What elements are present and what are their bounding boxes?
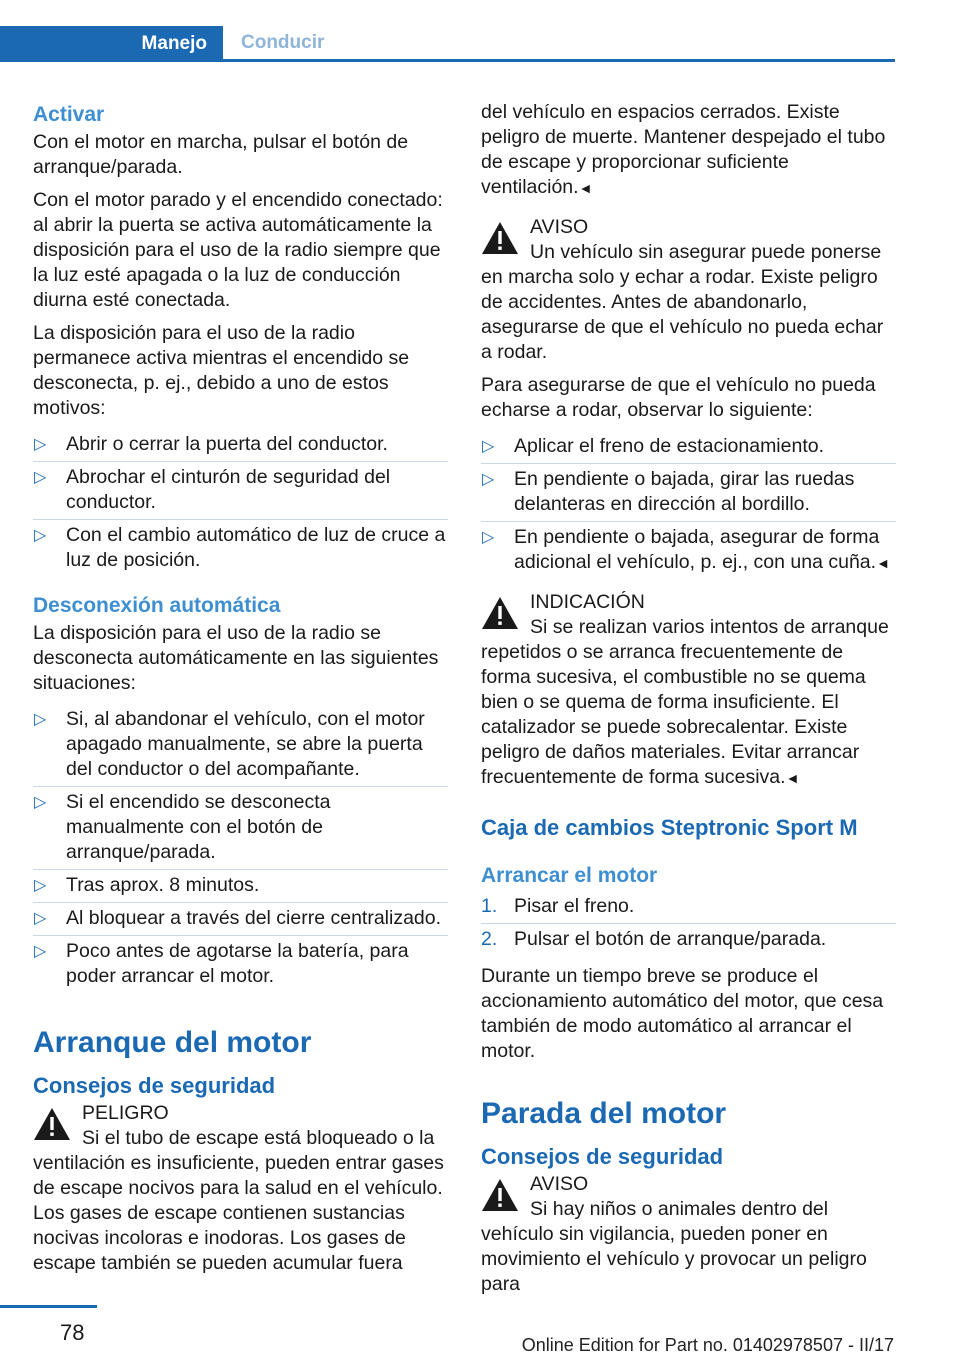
warning-aviso-2: [481, 1172, 896, 1297]
warning-triangle-icon: [481, 221, 519, 255]
list-item: ▷ Si el encendido se desconecta manualmente con el botón de arranque/parada.: [33, 786, 448, 869]
edition-note: Online Edition for Part no. 01402978507 - II/17: [521, 1335, 894, 1355]
triangle-bullet-icon: ▷: [34, 794, 47, 811]
triangle-bullet-icon: ▷: [482, 471, 495, 488]
warning-indicacion: [481, 590, 896, 791]
end-mark: ◄: [578, 180, 593, 196]
page-number: 78: [60, 1320, 85, 1345]
bullet-list: [33, 429, 448, 577]
list-item: ▷ Tras aprox. 8 minutos.: [33, 869, 448, 902]
warning-text: Un vehículo sin asegurar puede ponerse en marcha solo y echar a rodar. Existe peligro de accidentes. Antes de abandonarlo, asegurarse de que el vehículo no pueda echar a rodar.: [481, 241, 884, 363]
list-item: ▷ Poco antes de agotarse la batería, para poder arrancar el motor.: [33, 935, 448, 993]
list-item: ▷ Abrir o cerrar la puerta del conductor.: [34, 433, 388, 455]
warning-label: AVISO: [530, 1173, 589, 1195]
paragraph: La disposición para el uso de la radio se desconecta automáticamente en las siguientes situaciones:: [33, 622, 439, 694]
list-item: ▷ Con el cambio automático de luz de cruce a luz de posición.: [33, 519, 448, 577]
paragraph: Para asegurarse de que el vehículo no pueda echarse a rodar, observar lo siguiente:: [481, 374, 876, 421]
triangle-bullet-icon: ▷: [34, 436, 47, 453]
paragraph: Durante un tiempo breve se produce el accionamiento automático del motor, que cesa también de modo automático al arrancar el motor.: [481, 965, 884, 1062]
triangle-bullet-icon: ▷: [34, 877, 47, 894]
end-mark: ◄: [785, 770, 800, 786]
list-item: ▷ Al bloquear a través del cierre centralizado.: [33, 902, 448, 935]
footer-rule: [0, 1305, 97, 1308]
tab-manejo[interactable]: Manejo: [0, 26, 223, 62]
bullet-list: [481, 431, 896, 580]
section-desconexion-title: Desconexión automática: [33, 594, 281, 617]
right-column: [481, 100, 896, 1305]
triangle-bullet-icon: ▷: [34, 943, 47, 960]
numbered-list: [481, 891, 896, 956]
bullet-list: [33, 704, 448, 993]
step-number: 1.: [481, 895, 498, 917]
warning-text: Si el tubo de escape está bloqueado o la ventilación es insuficiente, pueden entrar gases de escape nocivos para la salud en el vehículo. Los gases de escape contienen sustancias nocivas incoloras e inodoras. Los gases de escape también se pueden acumular fuera: [33, 1127, 444, 1274]
warning-aviso: [481, 215, 896, 365]
warning-triangle-icon: [481, 1178, 519, 1212]
list-item: ▷ Abrochar el cinturón de seguridad del conductor.: [33, 461, 448, 519]
list-item: ▷ En pendiente o bajada, asegurar de forma adicional el vehículo, p. ej., con una cuña.◄: [481, 521, 896, 580]
warning-peligro: [33, 1101, 448, 1276]
warning-label: INDICACIÓN: [530, 591, 645, 613]
warning-label: PELIGRO: [82, 1102, 169, 1124]
list-item: 2. Pulsar el botón de arranque/parada.: [481, 923, 896, 956]
warning-label: AVISO: [530, 216, 589, 238]
warning-triangle-icon: [33, 1107, 71, 1141]
section-activar-title: Activar: [33, 103, 105, 126]
triangle-bullet-icon: ▷: [34, 469, 47, 486]
section-arranque-title: Arranque del motor: [33, 1026, 312, 1059]
list-item: ▷ Si, al abandonar el vehículo, con el motor apagado manualmente, se abre la puerta del conductor o del acompañante.: [34, 708, 425, 780]
paragraph: del vehículo en espacios cerrados. Existe peligro de muerte. Mantener despejado el tubo de escape y proporcionar suficiente ventilación.◄: [481, 101, 886, 198]
tab-conducir[interactable]: Conducir: [223, 26, 895, 62]
warning-triangle-icon: [481, 596, 519, 630]
step-number: 2.: [481, 928, 498, 950]
subsection-arrancar-title: Arrancar el motor: [481, 864, 658, 887]
warning-text: Si hay niños o animales dentro del vehículo sin vigilancia, pueden poner en movimiento el vehículo y provocar un peligro para: [481, 1198, 867, 1295]
paragraph: Con el motor en marcha, pulsar el botón de arranque/parada.: [33, 131, 409, 178]
triangle-bullet-icon: ▷: [34, 527, 47, 544]
section-caja-title: Caja de cambios Steptronic Sport M: [481, 815, 858, 840]
end-mark: ◄: [876, 555, 890, 571]
triangle-bullet-icon: ▷: [34, 910, 47, 927]
list-item: ▷ En pendiente o bajada, girar las ruedas delanteras en dirección al bordillo.: [481, 463, 896, 521]
section-parada-title: Parada del motor: [481, 1097, 727, 1130]
subsection-consejos-title: Consejos de seguridad: [33, 1073, 276, 1098]
header-tabs: [0, 26, 895, 62]
list-item: ▷ Aplicar el freno de estacionamiento.: [482, 435, 825, 457]
subsection-consejos-title: Consejos de seguridad: [481, 1144, 724, 1169]
paragraph: La disposición para el uso de la radio permanece activa mientras el encendido se desconecta, p. ej., debido a uno de estos motivos:: [33, 322, 410, 419]
left-column: [33, 100, 448, 1284]
paragraph: Con el motor parado y el encendido conectado: al abrir la puerta se activa automáticamente la disposición para el uso de la radio siempre que la luz esté apagada o la luz de conducción diurna esté conectada.: [33, 189, 443, 311]
triangle-bullet-icon: ▷: [482, 438, 495, 455]
warning-text: Si se realizan varios intentos de arranque repetidos o se arranca frecuentemente de forma sucesiva, el combustible no se quema bien o se quema de forma insuficiente. El catalizador se puede sobrecalentar. Existe peligro de daños materiales. Evitar arrancar frecuentemente de forma sucesiva.◄: [481, 616, 889, 788]
triangle-bullet-icon: ▷: [482, 529, 495, 546]
list-item: 1. Pisar el freno.: [481, 895, 635, 917]
triangle-bullet-icon: ▷: [34, 711, 47, 728]
